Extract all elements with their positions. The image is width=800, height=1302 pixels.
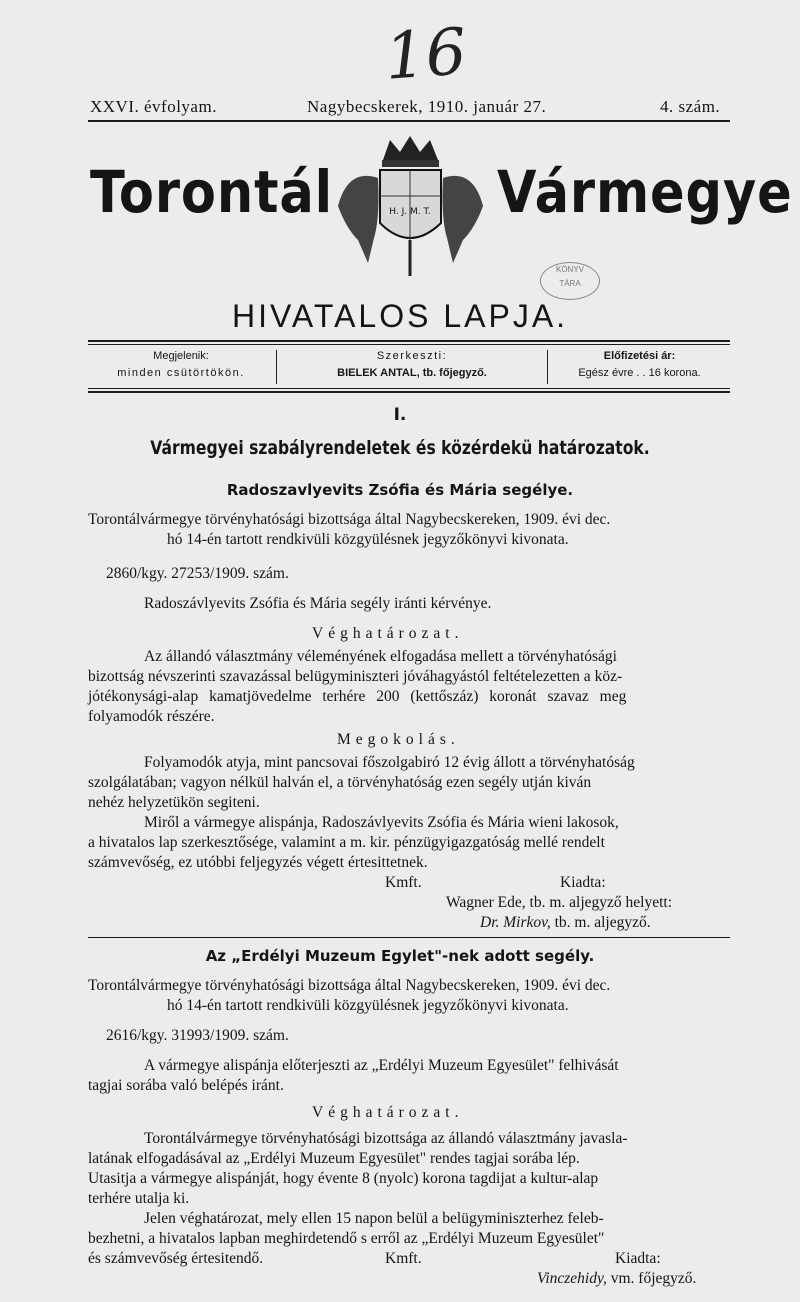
article2-intro-line2: hó 14-én tartott rendkivüli közgyülésnek jegyzőkönyvi kivonata. <box>167 997 569 1014</box>
article2-signatory-name: Vinczehidy, <box>537 1270 607 1287</box>
article2-kmft: Kmft. <box>385 1250 422 1267</box>
masthead-left-word: Torontál <box>90 158 334 226</box>
article1-title: Radoszavlyevits Zsófia és Mária segélye. <box>226 481 574 499</box>
info-editor-label: Szerkeszti: <box>376 350 448 362</box>
issue-number: 4. szám. <box>660 97 721 116</box>
article1-signatory-title: tb. m. aljegyző. <box>554 914 651 931</box>
header-rule <box>88 120 730 122</box>
place-date: Nagybecskerek, 1910. január 27. <box>307 97 547 116</box>
article1-decision-line1: Az állandó választmány véleményének elfogadása mellett a törvényhatósági <box>144 648 617 665</box>
info-editor <box>278 348 546 382</box>
article2-decision-line7: és számvevőség értesitendő. <box>88 1250 264 1267</box>
article2-intro-line1: Torontálvármegye törvényhatósági bizottsága által Nagybecskereken, 1909. évi dec. <box>88 977 611 994</box>
article1-intro-line2: hó 14-én tartott rendkivüli közgyülésnek jegyzőkönyvi kivonata. <box>167 531 569 548</box>
info-divider-2 <box>547 350 548 384</box>
article2-decision-line6: bezhetni, a hivatalos lapban meghirdetendő s erről az „Erdélyi Muzeum Egyesület" <box>88 1230 605 1247</box>
article2-decision-line1: Torontálvármegye törvényhatósági bizottsága az állandó választmány javasla- <box>144 1130 628 1147</box>
info-divider-1 <box>276 350 277 384</box>
article1-reason-line4: Miről a vármegye alispánja, Radoszávlyevits Zsófia és Mária wieni lakosok, <box>144 814 619 831</box>
article1-reason-heading: Megokolás. <box>337 731 460 748</box>
article1-signatory-name: Dr. Mirkov, <box>480 914 551 931</box>
article2-title: Az „Erdélyi Muzeum Egylet"-nek adott segély. <box>205 947 595 965</box>
handwritten-page-number: 16 <box>382 15 469 95</box>
article2-decision-line4: terhére utalja ki. <box>88 1190 190 1207</box>
section-title: Vármegyei szabályrendeletek és közérdekü határozatok. <box>150 437 650 459</box>
stamp-line-2: TÁRA <box>559 279 581 288</box>
stamp-line-1: KÖNYV <box>555 265 584 274</box>
article1-signature-line1: Wagner Ede, tb. m. aljegyző helyett: <box>446 894 673 911</box>
article2-subject-line1: A vármegye alispánja előterjeszti az „Erdélyi Muzeum Egyesület" felhivását <box>144 1057 619 1074</box>
section-number: I. <box>393 405 407 425</box>
article1-signature-line2 <box>480 914 651 932</box>
info-price <box>549 348 730 382</box>
article2-decision-line3: Utasitja a vármegye alispánját, hogy évente 8 (nyolc) korona tagdijat a kultur-alap <box>88 1170 599 1187</box>
article2-kiadta: Kiadta: <box>615 1250 661 1267</box>
info-bar-top-rule <box>88 340 730 342</box>
article1-reference: 2860/kgy. 27253/1909. szám. <box>106 565 289 582</box>
info-price-value: Egész évre . . 16 korona. <box>578 367 701 379</box>
article1-reason-line6: számvevőség, ez utóbbi feljegyzés végett értesittetnek. <box>88 854 428 871</box>
article2-decision-line2: latának elfogadásával az „Erdélyi Muzeum Egyesület" rendes tagjai sorába lép. <box>88 1150 580 1167</box>
info-bar-bottom-rule-thin <box>88 388 730 389</box>
article1-intro-line1: Torontálvármegye törvényhatósági bizottsága által Nagybecskereken, 1909. évi dec. <box>88 511 611 528</box>
masthead-right-word: Vármegye <box>497 158 793 226</box>
article1-subject: Radoszávlyevits Zsófia és Mária segély iránti kérvénye. <box>144 595 492 612</box>
article1-reason-line1: Folyamodók atyja, mint pancsovai főszolgabiró 12 évig állott a törvényhatóság <box>144 754 635 771</box>
article1-decision-heading: Véghatározat. <box>312 625 464 642</box>
article1-reason-line2: szolgálatában; vagyon nélkül halván el, a törvényhatóság ezen segély utján kiván <box>88 774 592 791</box>
info-editor-value: BIELEK ANTAL, tb. főjegyző. <box>337 367 487 379</box>
article1-decision-line4: folyamodók részére. <box>88 708 215 725</box>
article2-signatory-title: vm. főjegyző. <box>610 1270 697 1287</box>
article2-subject-line2: tagjai sorába való belépés iránt. <box>88 1077 284 1094</box>
article1-reason-line3: nehéz helyzetükön segiteni. <box>88 794 260 811</box>
library-stamp <box>540 262 600 300</box>
article1-kmft: Kmft. <box>385 874 422 891</box>
article1-decision-line2: bizottság névszerinti szavazással belügyminiszteri jóváhagyástól feltételezetten a köz- <box>88 668 623 685</box>
article2-signature <box>537 1270 696 1288</box>
coat-of-arms-icon <box>328 128 493 278</box>
article2-decision-line5: Jelen véghatározat, mely ellen 15 napon belül a belügyminiszterhez feleb- <box>144 1210 604 1227</box>
article1-reason-line5: a hivatalos lap szerkesztősége, valamint a m. kir. pénzügyigazgatóság mellé rendelt <box>88 834 605 851</box>
info-bar-top-rule-thin <box>88 344 730 345</box>
info-price-label: Előfizetési ár: <box>603 350 676 362</box>
info-published <box>88 348 274 382</box>
article-separator <box>88 937 730 938</box>
volume-label: XXVI. évfolyam. <box>90 97 217 116</box>
masthead-subtitle: HIVATALOS LAPJA. <box>231 298 569 334</box>
article2-decision-heading: Véghatározat. <box>312 1104 464 1121</box>
info-published-value: minden csütörtökön. <box>117 367 245 379</box>
article2-reference: 2616/kgy. 31993/1909. szám. <box>106 1027 289 1044</box>
article1-kiadta: Kiadta: <box>560 874 606 891</box>
info-published-label: Megjelenik: <box>153 350 209 362</box>
info-bar-bottom-rule <box>88 391 730 393</box>
article1-decision-line3: jótékonysági-alap kamatjövedelme terhére 200 (kettőszáz) koronát szavaz meg <box>88 688 627 705</box>
coat-of-arms-letters: H. J. M. T. <box>389 207 431 217</box>
